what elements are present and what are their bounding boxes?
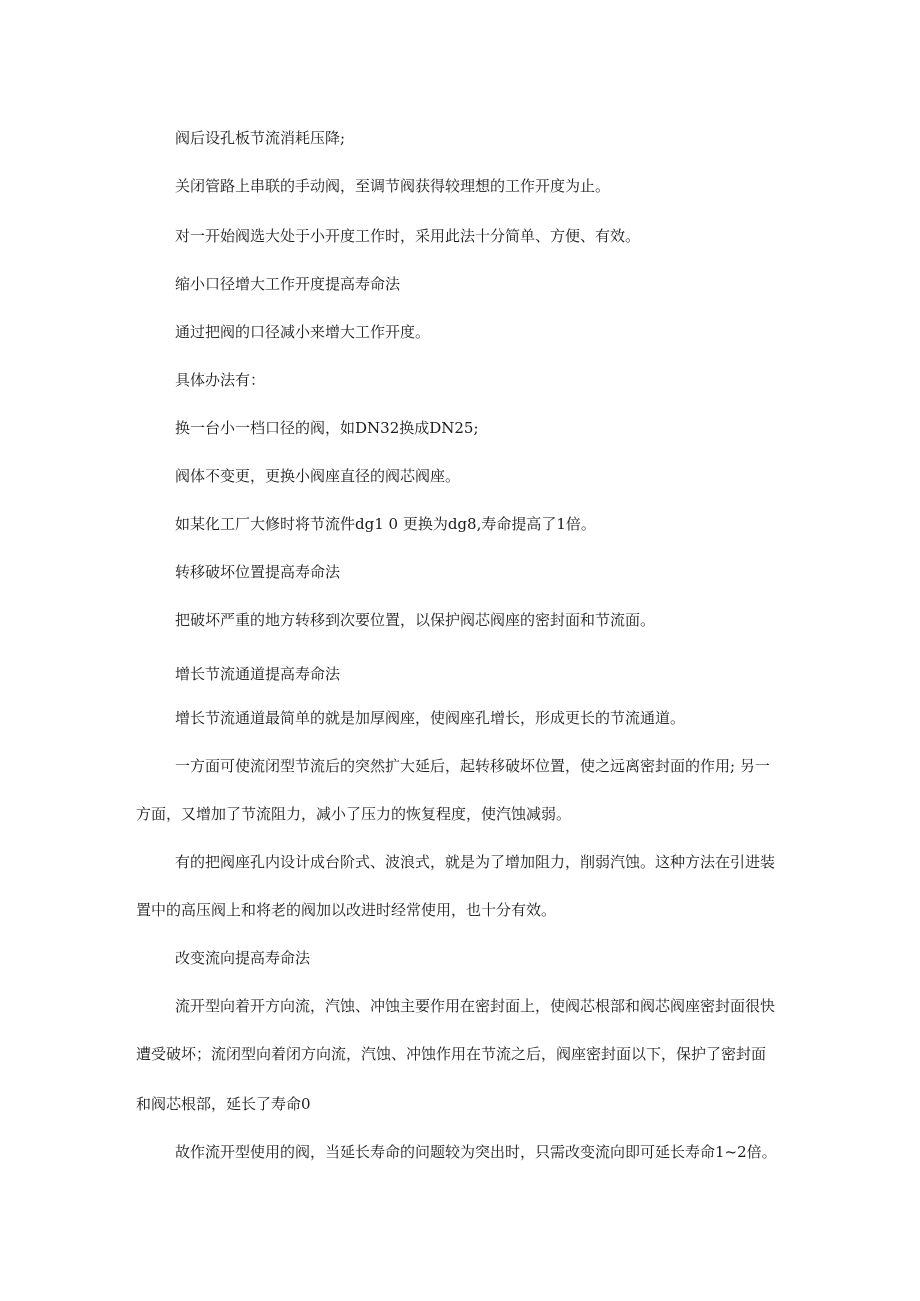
- section-heading: 缩小口径增大工作开度提高寿命法: [175, 275, 401, 293]
- paragraph-line: 关闭管路上串联的手动阀，至调节阀获得较理想的工作开度为止。: [175, 177, 611, 195]
- paragraph-line: 有的把阀座孔内设计成台阶式、波浪式，就是为了增加阻力，削弱汽蚀。这种方法在引进装: [175, 853, 776, 871]
- paragraph-line: 增长节流通道最简单的就是加厚阀座，使阀座孔增长，形成更长的节流通道。: [175, 709, 686, 727]
- paragraph-line: 方面，又增加了节流阻力，减小了压力的恢复程度，使汽蚀减弱。: [136, 805, 572, 823]
- paragraph-line: 具体办法有：: [175, 371, 266, 389]
- paragraph-line: 阀体不变更，更换小阀座直径的阀芯阀座。: [175, 467, 461, 485]
- paragraph-line: 和阀芯根部，延长了寿命0: [136, 1095, 311, 1113]
- paragraph-line: 阀后设孔板节流消耗压降;: [175, 129, 346, 147]
- paragraph-line: 如某化工厂大修时将节流件dg1 0 更换为dg8,寿命提高了1倍。: [175, 515, 596, 533]
- paragraph-line: 故作流开型使用的阀，当延长寿命的问题较为突出时，只需改变流向即可延长寿命1~2倍。: [175, 1143, 777, 1161]
- section-heading: 转移破坏位置提高寿命法: [175, 563, 341, 581]
- section-heading: 增长节流通道提高寿命法: [175, 665, 341, 683]
- paragraph-line: 把破坏严重的地方转移到次要位置，以保护阀芯阀座的密封面和节流面。: [175, 611, 656, 629]
- paragraph-line: 通过把阀的口径减小来增大工作开度。: [175, 323, 431, 341]
- paragraph-line: 置中的高压阀上和将老的阀加以改进时经常使用，也十分有效。: [136, 901, 557, 919]
- section-heading: 改变流向提高寿命法: [175, 949, 311, 967]
- paragraph-line: 遭受破坏；流闭型向着闭方向流，汽蚀、冲蚀作用在节流之后，阀座密封面以下，保护了密封面: [136, 1045, 767, 1063]
- paragraph-line: 流开型向着开方向流，汽蚀、冲蚀主要作用在密封面上，使阀芯根部和阀芯阀座密封面很快: [175, 997, 776, 1015]
- paragraph-line: 一方面可使流闭型节流后的突然扩大延后，起转移破坏位置，使之远离密封面的作用; 另一: [175, 757, 770, 775]
- paragraph-line: 对一开始阀选大处于小开度工作时，采用此法十分简单、方便、有效。: [175, 227, 641, 245]
- paragraph-line: 换一台小一档口径的阀，如DN32换成DN25;: [175, 419, 479, 437]
